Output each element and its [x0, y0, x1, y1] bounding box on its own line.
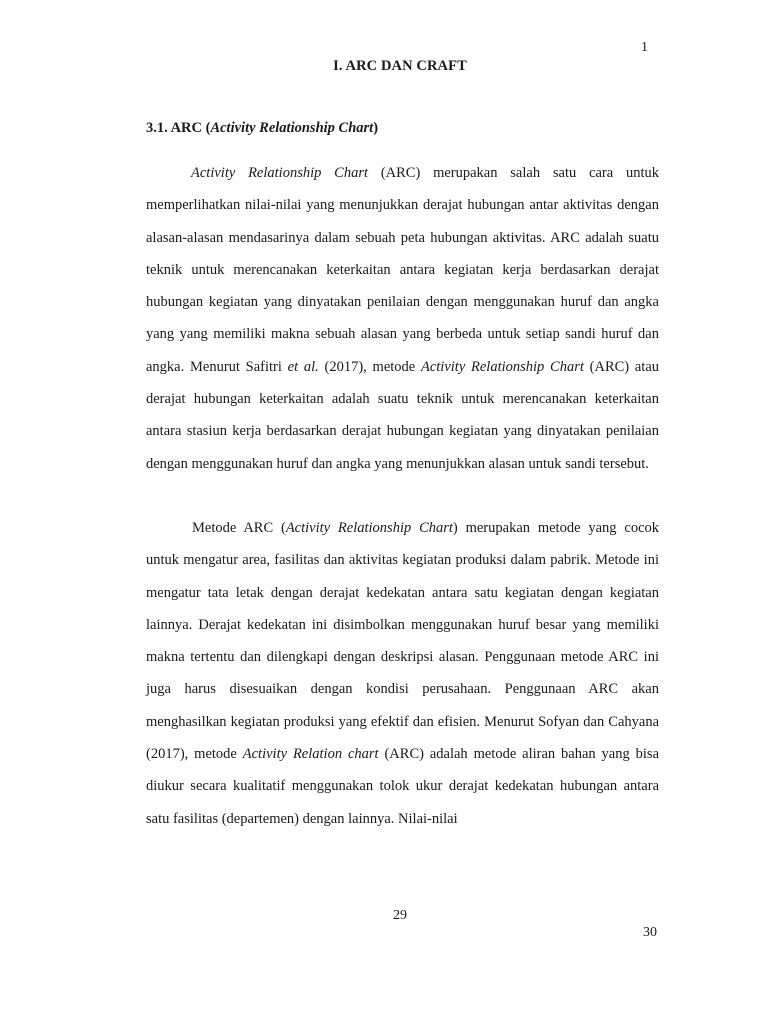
paragraph-2-text-0: Metode ARC (: [192, 520, 286, 536]
footer-right-page-number: 30: [643, 925, 657, 940]
section-heading-italic-title: Activity Relationship Chart: [210, 120, 374, 136]
section-heading-suffix: ): [373, 120, 379, 136]
paragraph-1: [146, 157, 659, 480]
paragraph-1-text-2: (2017), metode: [318, 358, 421, 375]
paragraph-2: [146, 512, 659, 835]
section-heading-prefix: 3.1. ARC (: [146, 120, 211, 136]
chapter-title: I. ARC DAN CRAFT: [333, 58, 467, 74]
paragraph-2-text-2: (ARC) adalah metode aliran bahan yang bisa diukur secara kualitatif menggunakan tolok ukur derajat kedekatan hubungan antara satu fasilitas (departemen) dengan lainnya. Nilai-nilai: [146, 746, 660, 827]
paragraph-2-text-1: ) merupakan metode yang cocok untuk mengatur area, fasilitas dan aktivitas kegiatan produksi dalam pabrik. Metode ini mengatur tata letak dengan derajat kedekatan antara satu kegiatan dengan kegiatan lainnya. Derajat kedekatan ini disimbolkan menggunakan huruf besar yang memiliki makna tertentu dan dilengkapi dengan deskripsi alasan. Penggunaan metode ARC ini juga harus disesuaikan dengan kondisi perusahaan. Penggunaan ARC akan menghasilkan kegiatan produksi yang efektif dan efisien. Menurut Sofyan dan Cahyana (2017), metode: [146, 520, 660, 763]
top-page-number: 1: [641, 40, 648, 55]
paragraph-1-italic-term-3: Activity Relationship Chart: [420, 358, 584, 375]
paragraph-2-italic-term-1: Activity Relationship Chart: [285, 520, 453, 536]
section-heading: [146, 120, 378, 137]
paragraph-1-italic-term-1: Activity Relationship Chart: [191, 165, 369, 181]
paragraph-1-italic-term-2: et al.: [287, 358, 319, 375]
paragraph-2-italic-term-2: Activity Relation chart: [242, 746, 379, 763]
footer-center-page-number: 29: [393, 908, 407, 923]
paragraph-1-text-1: (ARC) merupakan salah satu cara untuk memperlihatkan nilai-nilai yang menunjukkan derajat hubungan antar aktivitas dengan alasan-alasan mendasarinya dalam sebuah peta hubungan aktivitas. ARC adalah suatu teknik untuk merencanakan keterkaitan antara kegiatan kerja berdasarkan derajat hubungan kegiatan yang dinyatakan penilaian dengan menggunakan huruf dan angka yang yang memiliki makna sebuah alasan yang berbeda untuk setiap sandi huruf dan angka. Menurut Safitri: [146, 165, 659, 375]
paragraph-1-text-3: (ARC) atau derajat hubungan keterkaitan adalah suatu teknik untuk merencanakan keterkaitan antara stasiun kerja berdasarkan derajat hubungan kegiatan yang dinyatakan penilaian dengan menggunakan huruf dan angka yang menunjukkan alasan untuk sandi tersebut.: [146, 358, 660, 472]
